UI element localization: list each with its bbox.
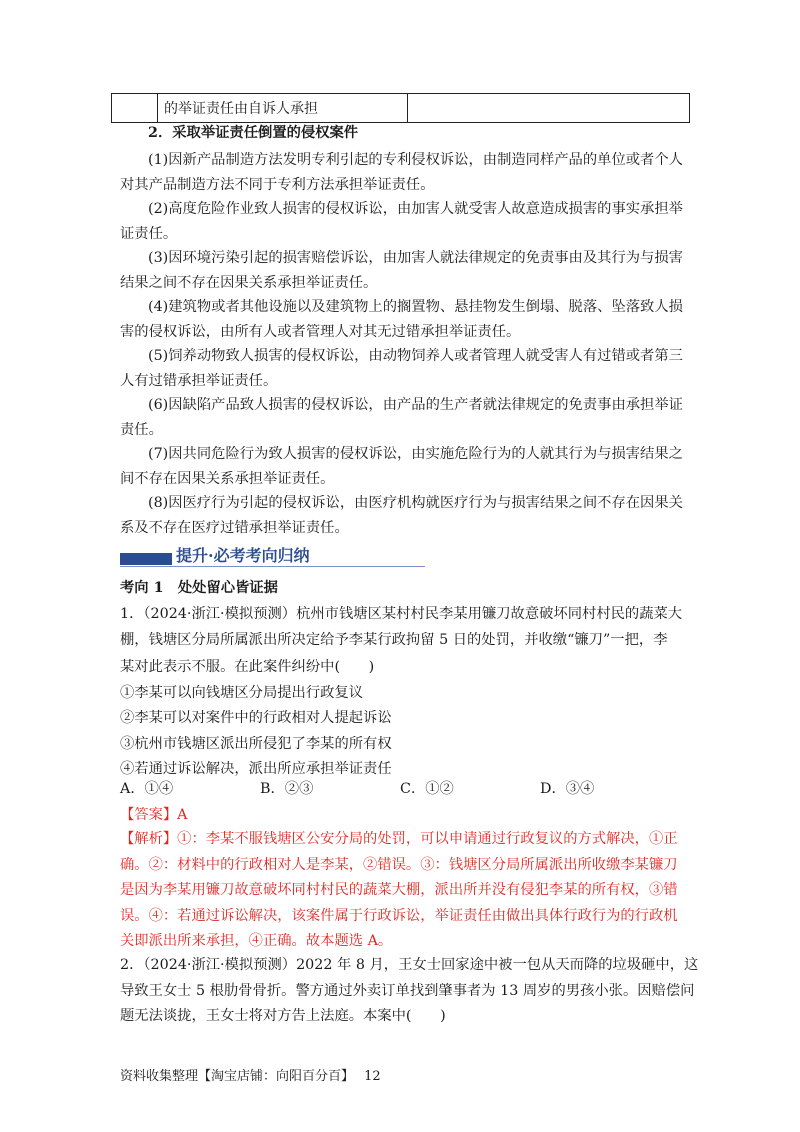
banner-title: 提升·必考考向归纳 <box>176 546 310 565</box>
banner-underline <box>120 566 425 567</box>
statement-line: ③杭州市钱塘区派出所侵犯了李某的所有权 <box>120 736 392 752</box>
question-stem-line: 某对此表示不服。在此案件纠纷中( ) <box>120 659 375 675</box>
analysis-line: 误。④：若通过诉讼解决，该案件属于行政诉讼，举证责任由做出具体行政行为的行政机 <box>120 908 678 924</box>
paragraph-line: 责任。 <box>120 422 163 438</box>
option-c: C．①② <box>400 781 454 797</box>
paragraph-line: 结果之间不存在因果关系承担举证责任。 <box>120 275 378 291</box>
paragraph-line: (7)因共同危险行为致人损害的侵权诉讼，由实施危险行为的人就其行为与损害结果之 <box>148 446 683 462</box>
paragraph-line: 害的侵权诉讼，由所有人或者管理人对其无过错承担举证责任。 <box>120 324 521 340</box>
table-cell <box>408 94 690 123</box>
section-banner <box>120 545 425 567</box>
paragraph-line: 人有过错承担举证责任。 <box>120 373 278 389</box>
question-stem-line: 题无法谈拢，王女士将对方告上法庭。本案中( ) <box>120 1008 446 1024</box>
question-stem-line: 1．（2024·浙江·模拟预测）杭州市钱塘区某村村民李某用镰刀故意破坏同村村民的蔬菜大 <box>120 606 683 622</box>
statement-line: ①李某可以向钱塘区分局提出行政复议 <box>120 685 364 701</box>
analysis-line: 关即派出所来承担，④正确。故本题选 A。 <box>120 933 393 949</box>
footer-text: 资料收集整理【淘宝店铺：向阳百分百】 <box>120 1069 355 1084</box>
section-heading: 2．采取举证责任倒置的侵权案件 <box>148 125 359 141</box>
option-a: A．①④ <box>120 781 174 797</box>
statement-line: ④若通过诉讼解决，派出所应承担举证责任 <box>120 761 392 777</box>
question-stem-line: 2．（2024·浙江·模拟预测）2022 年 8 月，王女士回家途中被一包从天而降的垃圾砸中，这 <box>120 957 699 973</box>
question-stem-line: 棚，钱塘区分局所属派出所决定给予李某行政拘留 5 日的处罚，并收缴“镰刀”一把，李 <box>120 632 668 648</box>
paragraph-line: (5)饲养动物致人损害的侵权诉讼，由动物饲养人或者管理人就受害人有过错或者第三 <box>148 348 683 364</box>
table-fragment <box>111 93 690 123</box>
table-cell: 的举证责任由自诉人承担 <box>158 94 408 123</box>
page-number: 12 <box>364 1069 381 1084</box>
paragraph-line: (1)因新产品制造方法发明专利引起的专利侵权诉讼，由制造同样产品的单位或者个人 <box>148 152 683 168</box>
question-stem-line: 导致王女士 5 根肋骨骨折。警方通过外卖订单找到肇事者为 13 周岁的男孩小张。因赔偿问 <box>120 983 695 999</box>
option-b: B．②③ <box>260 781 314 797</box>
paragraph-line: (8)因医疗行为引起的侵权诉讼，由医疗机构就医疗行为与损害结果之间不存在因果关 <box>148 495 683 511</box>
paragraph-line: 证责任。 <box>120 226 178 242</box>
kaoxiang-heading: 考向 1 处处留心皆证据 <box>120 580 278 596</box>
paragraph-line: 间不存在因果关系承担举证责任。 <box>120 471 335 487</box>
banner-bar <box>120 553 172 565</box>
paragraph-line: 对其产品制造方法不同于专利方法承担举证责任。 <box>120 177 435 193</box>
paragraph-line: (6)因缺陷产品致人损害的侵权诉讼，由产品的生产者就法律规定的免责事由承担举证 <box>148 397 683 413</box>
paragraph-line: (3)因环境污染引起的损害赔偿诉讼，由加害人就法律规定的免责事由及其行为与损害 <box>148 250 683 266</box>
paragraph-line: 系及不存在医疗过错承担举证责任。 <box>120 520 349 536</box>
answer-line: 【答案】A <box>120 807 188 823</box>
statement-line: ②李某可以对案件中的行政相对人提起诉讼 <box>120 710 392 726</box>
option-d: D．③④ <box>540 781 595 797</box>
table-cell <box>112 94 158 123</box>
footer <box>120 1065 381 1084</box>
analysis-line: 确。②：材料中的行政相对人是李某，②错误。③：钱塘区分局所属派出所收缴李某镰刀 <box>120 857 678 873</box>
paragraph-line: (2)高度危险作业致人损害的侵权诉讼，由加害人就受害人故意造成损害的事实承担举 <box>148 201 683 217</box>
paragraph-line: (4)建筑物或者其他设施以及建筑物上的搁置物、悬挂物发生倒塌、脱落、坠落致人损 <box>148 299 683 315</box>
analysis-line: 是因为李某用镰刀故意破坏同村村民的蔬菜大棚，派出所并没有侵犯李某的所有权，③错 <box>120 882 678 898</box>
table-row <box>112 94 690 123</box>
analysis-line: 【解析】①：李某不服钱塘区公安分局的处罚，可以申请通过行政复议的方式解决，①正 <box>120 831 678 847</box>
